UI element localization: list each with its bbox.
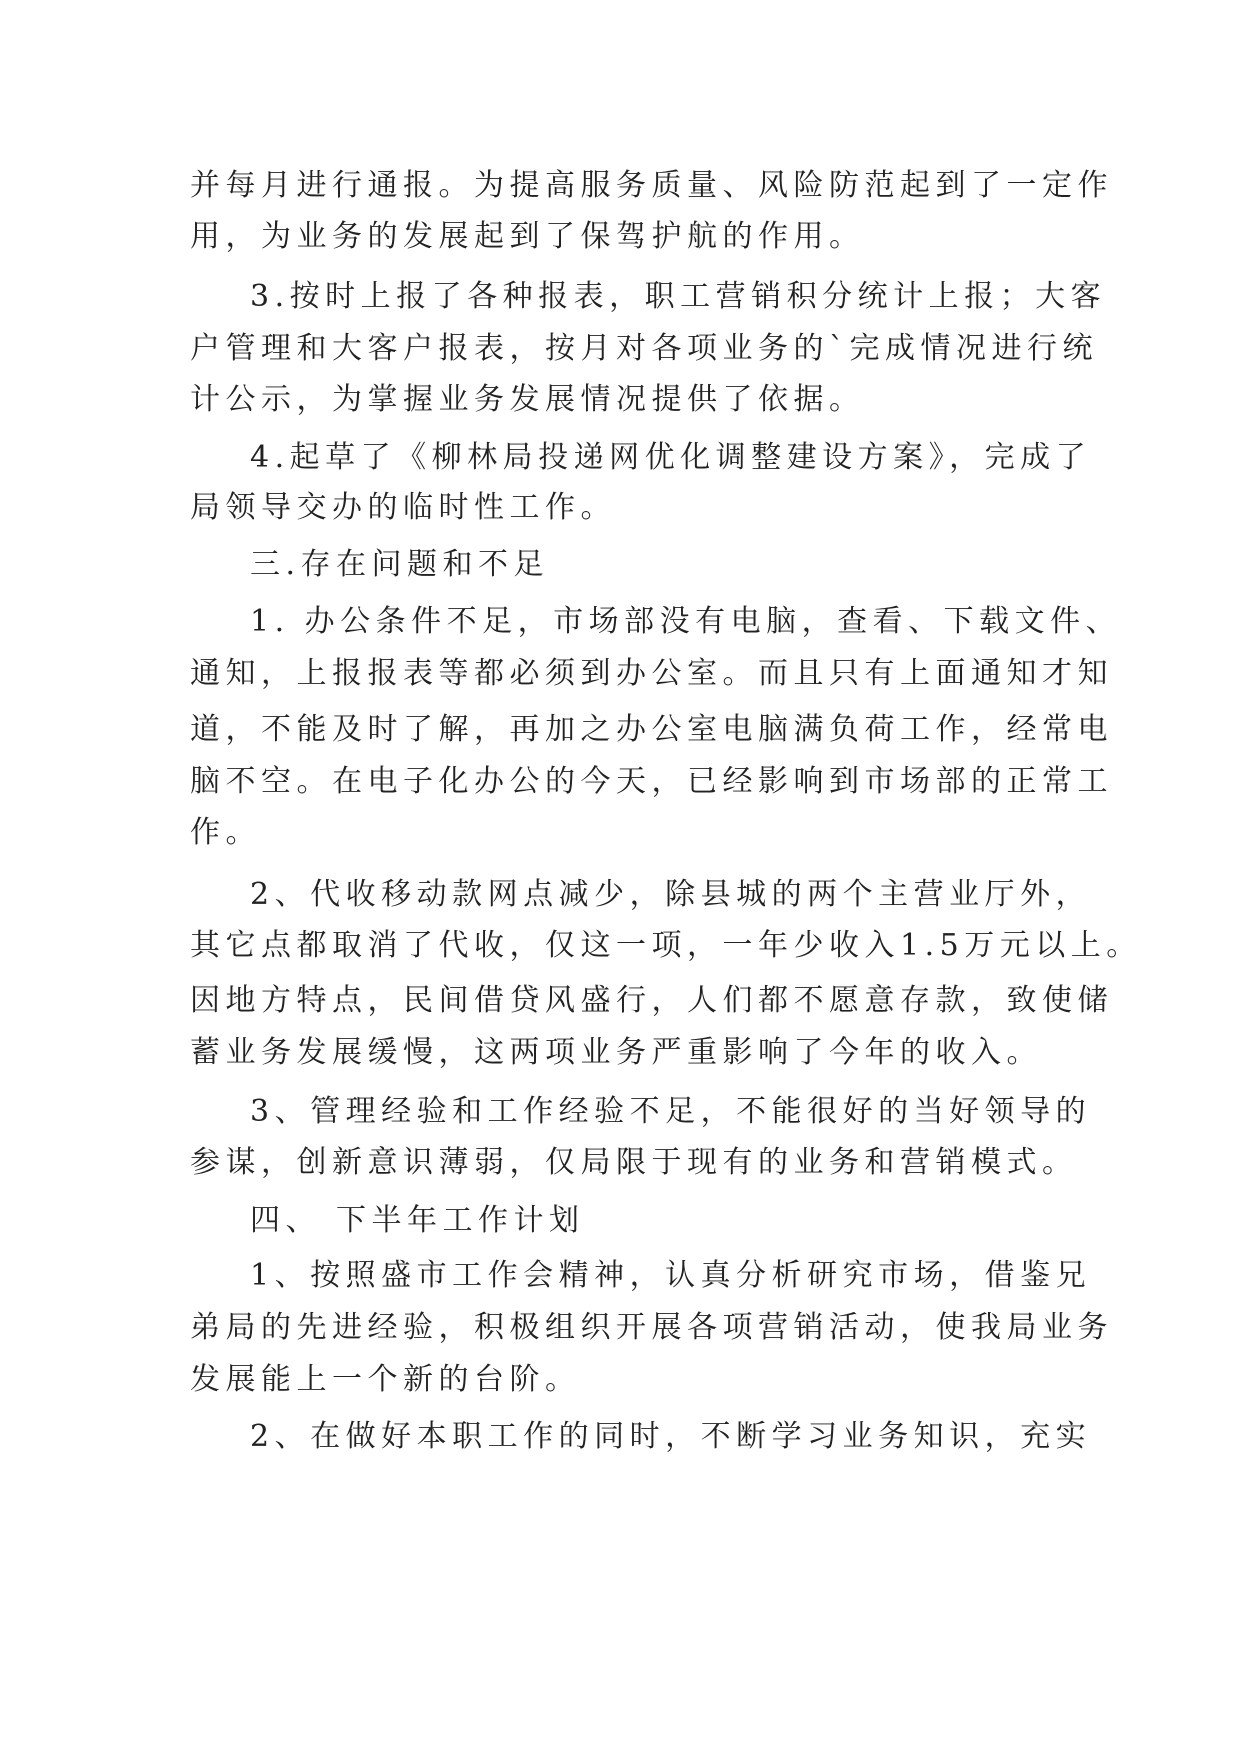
text-line: 3.按时上报了各种报表，职工营销积分统计上报；大客: [250, 279, 1107, 314]
text-line: 1. 办公条件不足，市场部没有电脑，查看、下载文件、: [250, 604, 1122, 639]
section-heading: 四、 下半年工作计划: [250, 1203, 585, 1238]
text-line: 局领导交办的临时性工作。: [190, 490, 616, 525]
text-line: 作。: [190, 815, 261, 850]
text-line: 1、按照盛市工作会精神，认真分析研究市场，借鉴兄: [250, 1258, 1092, 1293]
text-line: 道，不能及时了解，再加之办公室电脑满负荷工作，经常电: [190, 712, 1113, 747]
text-line: 因地方特点，民间借贷风盛行，人们都不愿意存款，致使储: [190, 983, 1113, 1018]
text-line: 并每月进行通报。为提高服务质量、风险防范起到了一定作: [190, 168, 1113, 203]
text-line: 发展能上一个新的台阶。: [190, 1362, 581, 1397]
text-line: 计公示，为掌握业务发展情况提供了依据。: [190, 382, 865, 417]
text-line: 脑不空。在电子化办公的今天，已经影响到市场部的正常工: [190, 764, 1113, 799]
text-line: 3、管理经验和工作经验不足，不能很好的当好领导的: [250, 1094, 1092, 1129]
text-line: 2、代收移动款网点减少，除县城的两个主营业厅外，: [250, 877, 1092, 912]
text-line: 弟局的先进经验，积极组织开展各项营销活动，使我局业务: [190, 1310, 1113, 1345]
text-line: 其它点都取消了代收，仅这一项，一年少收入1.5万元以上。: [190, 928, 1142, 963]
text-line: 通知，上报报表等都必须到办公室。而且只有上面通知才知: [190, 656, 1113, 691]
text-line: 户管理和大客户报表，按月对各项业务的`完成情况进行统: [190, 331, 1098, 366]
text-line: 参谋，创新意识薄弱，仅局限于现有的业务和营销模式。: [190, 1145, 1078, 1180]
text-line: 蓄业务发展缓慢，这两项业务严重影响了今年的收入。: [190, 1035, 1042, 1070]
section-heading: 三.存在问题和不足: [250, 547, 550, 582]
text-line: 2、在做好本职工作的同时，不断学习业务知识，充实: [250, 1419, 1092, 1454]
text-line: 用，为业务的发展起到了保驾护航的作用。: [190, 219, 865, 254]
text-line: 4.起草了《柳林局投递网优化调整建设方案》，完成了: [250, 440, 1092, 475]
